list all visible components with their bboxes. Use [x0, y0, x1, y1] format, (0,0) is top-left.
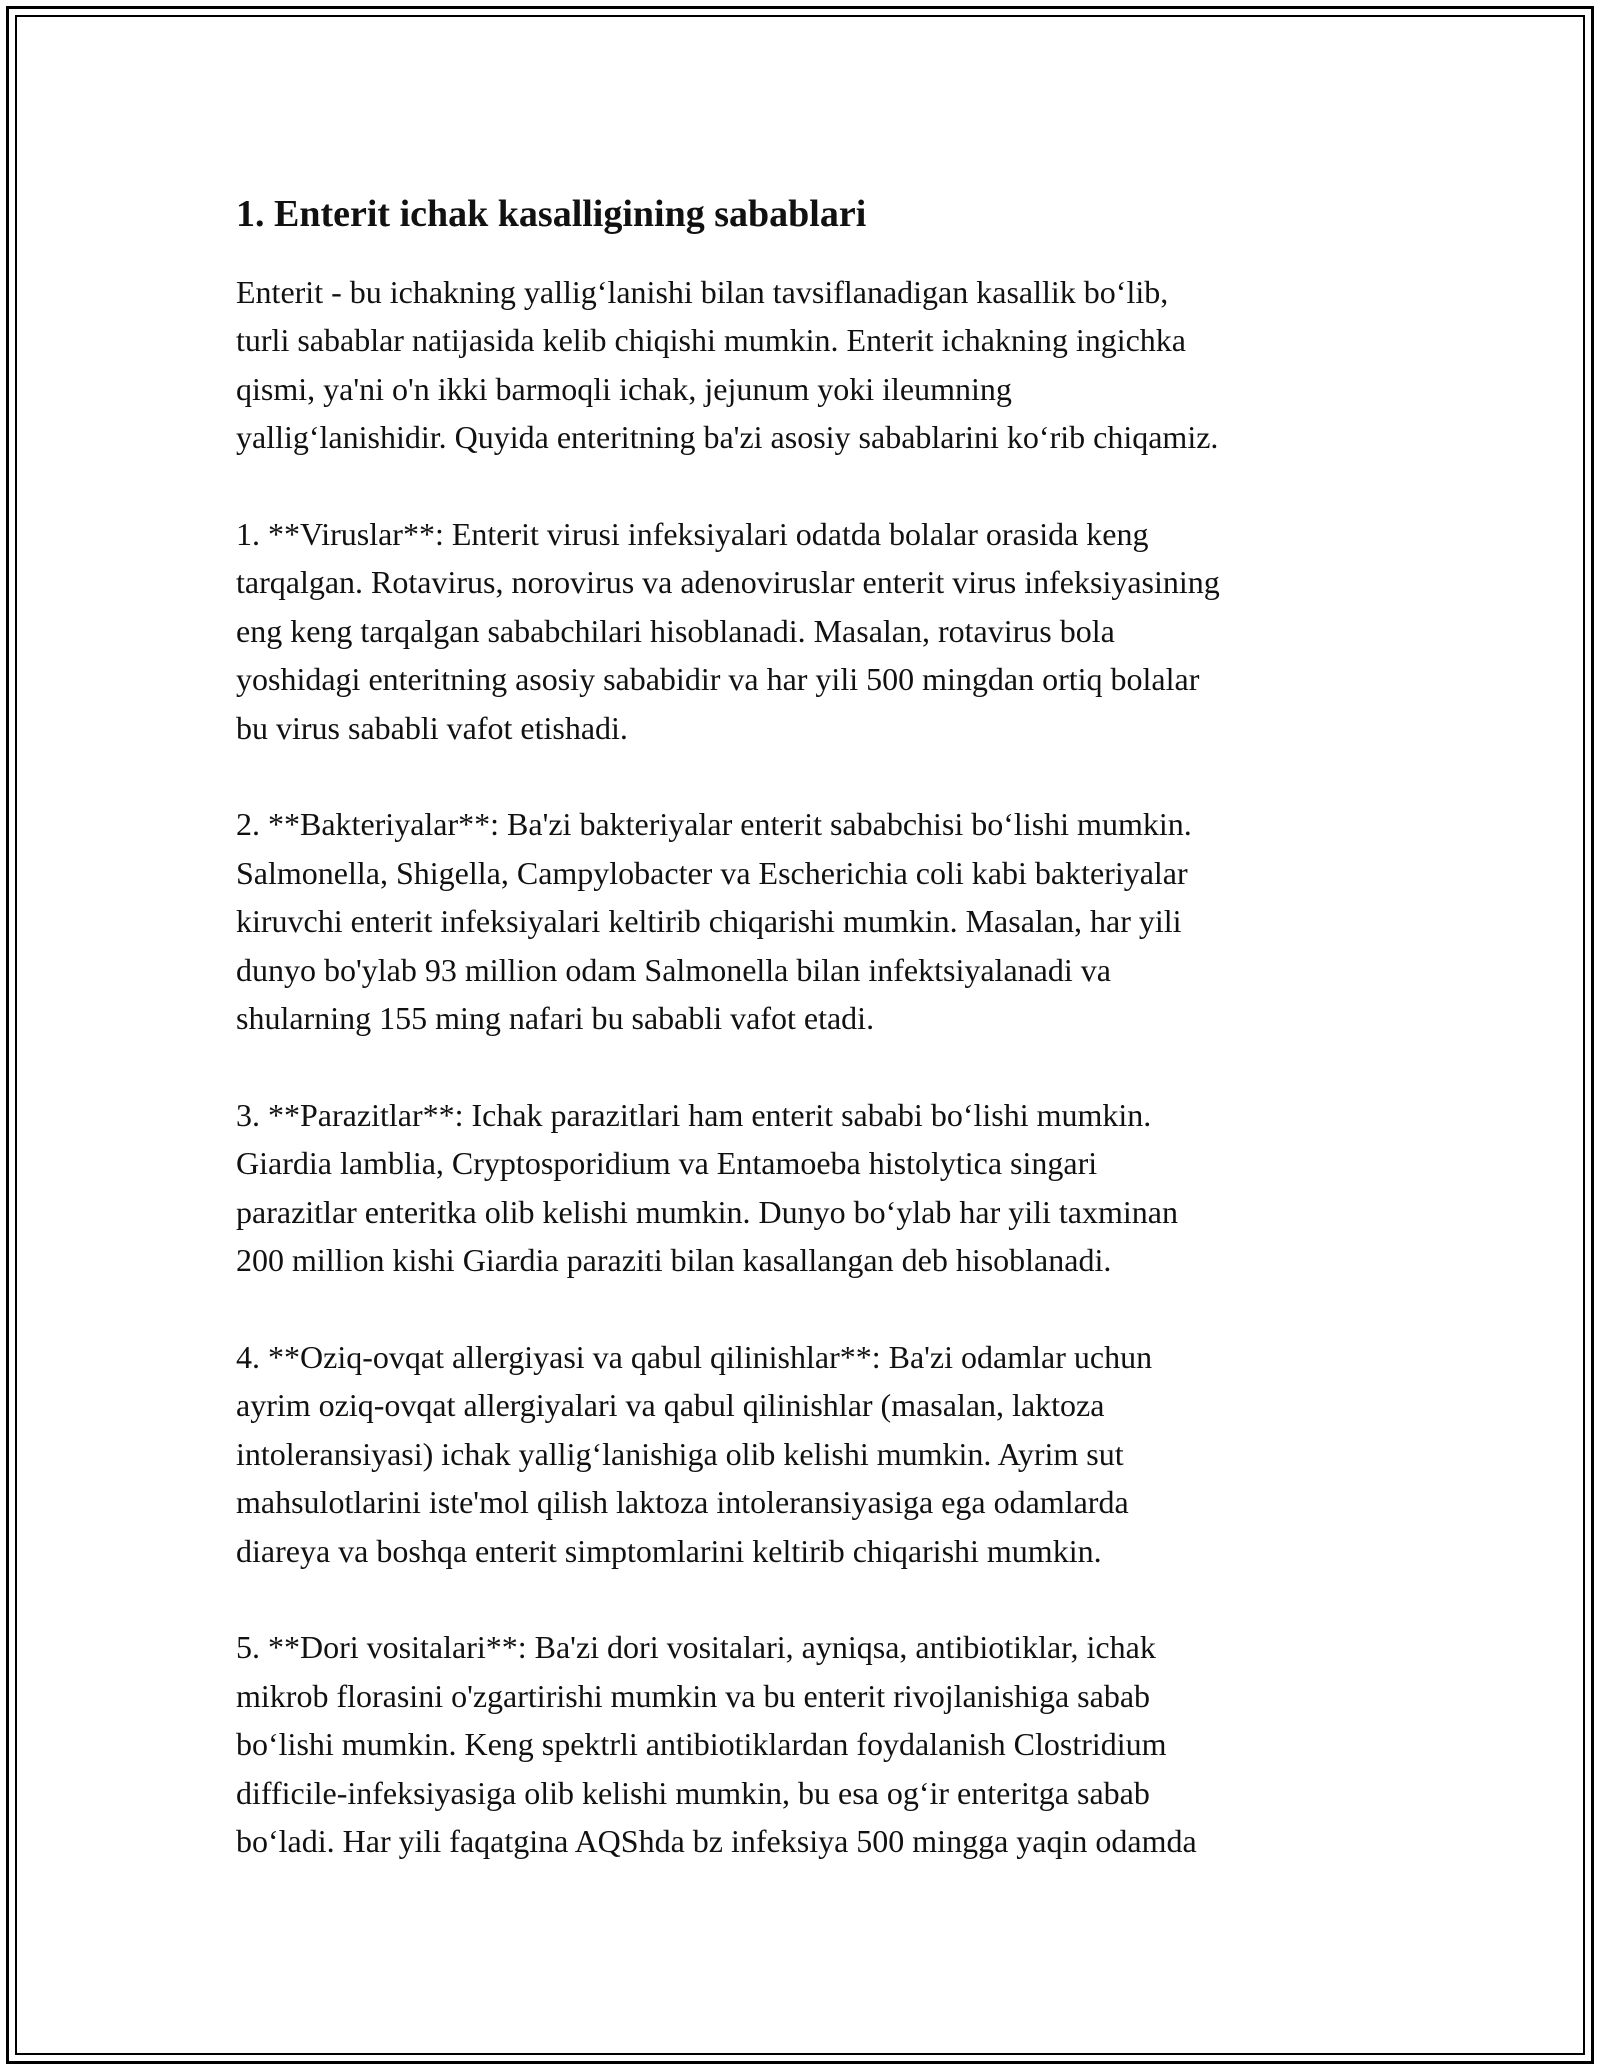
- text-line: 3. **Parazitlar**: Ichak parazitlari ham enterit sababi bo‘lishi mumkin.: [236, 1096, 1152, 1133]
- text-line: tarqalgan. Rotavirus, norovirus va adenoviruslar enterit virus infeksiyasining: [236, 564, 1220, 601]
- text-line: diareya va boshqa enterit simptomlarini keltirib chiqarishi mumkin.: [236, 1532, 1102, 1569]
- text-line: yallig‘lanishidir. Quyida enteritning ba'zi asosiy sabablarini ko‘rib chiqamiz.: [236, 419, 1219, 456]
- document-body: [236, 186, 1386, 1914]
- cause-viruses-paragraph: [236, 510, 1386, 752]
- text-line: 200 million kishi Giardia paraziti bilan kasallangan deb hisoblanadi.: [236, 1242, 1112, 1279]
- intro-paragraph: [236, 268, 1386, 462]
- text-line: Enterit - bu ichakning yallig‘lanishi bilan tavsiflanadigan kasallik bo‘lib,: [236, 274, 1169, 310]
- text-line: 2. **Bakteriyalar**: Ba'zi bakteriyalar enterit sababchisi bo‘lishi mumkin.: [236, 806, 1192, 843]
- text-line: Salmonella, Shigella, Campylobacter va Escherichia coli kabi bakteriyalar: [236, 854, 1188, 891]
- cause-parasites-paragraph: [236, 1091, 1386, 1285]
- cause-food-allergy-paragraph: [236, 1333, 1386, 1575]
- cause-bacteria-paragraph: [236, 800, 1386, 1042]
- text-line: yoshidagi enteritning asosiy sababidir va har yili 500 mingdan ortiq bolalar: [236, 661, 1200, 698]
- text-line: 1. **Viruslar**: Enterit virusi infeksiyalari odatda bolalar orasida keng: [236, 516, 1149, 553]
- text-line: mahsulotlarini iste'mol qilish laktoza intoleransiyasiga ega odamlarda: [236, 1484, 1129, 1521]
- text-line: dunyo bo'ylab 93 million odam Salmonella bilan infektsiyalanadi va: [236, 951, 1111, 988]
- text-line: mikrob florasini o'zgartirishi mumkin va bu enterit rivojlanishiga sabab: [236, 1677, 1151, 1714]
- text-line: bo‘lishi mumkin. Keng spektrli antibiotiklardan foydalanish Clostridium: [236, 1726, 1167, 1763]
- text-line: kiruvchi enterit infeksiyalari keltirib chiqarishi mumkin. Masalan, har yili: [236, 903, 1182, 940]
- text-line: intoleransiyasi) ichak yallig‘lanishiga olib kelishi mumkin. Ayrim sut: [236, 1435, 1124, 1472]
- text-line: 5. **Dori vositalari**: Ba'zi dori vositalari, ayniqsa, antibiotiklar, ichak: [236, 1629, 1156, 1666]
- text-line: bu virus sababli vafot etishadi.: [236, 709, 628, 746]
- text-line: 4. **Oziq-ovqat allergiyasi va qabul qilinishlar**: Ba'zi odamlar uchun: [236, 1338, 1153, 1375]
- text-line: bo‘ladi. Har yili faqatgina AQShda bz infeksiya 500 mingga yaqin odamda: [236, 1822, 1197, 1859]
- text-line: ayrim oziq-ovqat allergiyalari va qabul qilinishlar (masalan, laktoza: [236, 1387, 1105, 1424]
- text-line: Giardia lamblia, Cryptosporidium va Entamoeba histolytica singari: [236, 1145, 1098, 1182]
- text-line: turli sabablar natijasida kelib chiqishi mumkin. Enterit ichakning ingichka: [236, 322, 1186, 359]
- text-line: qismi, ya'ni o'n ikki barmoqli ichak, jejunum yoki ileumning: [236, 370, 1012, 407]
- section-heading: 1. Enterit ichak kasalligining sabablari: [236, 193, 867, 235]
- text-line: shularning 155 ming nafari bu sababli vafot etadi.: [236, 1000, 875, 1037]
- text-line: eng keng tarqalgan sababchilari hisoblanadi. Masalan, rotavirus bola: [236, 612, 1115, 649]
- text-line: difficile-infeksiyasiga olib kelishi mumkin, bu esa og‘ir enteritga sabab: [236, 1774, 1150, 1811]
- cause-medications-paragraph: [236, 1623, 1386, 1865]
- text-line: parazitlar enteritka olib kelishi mumkin. Dunyo bo‘ylab har yili taxminan: [236, 1193, 1178, 1230]
